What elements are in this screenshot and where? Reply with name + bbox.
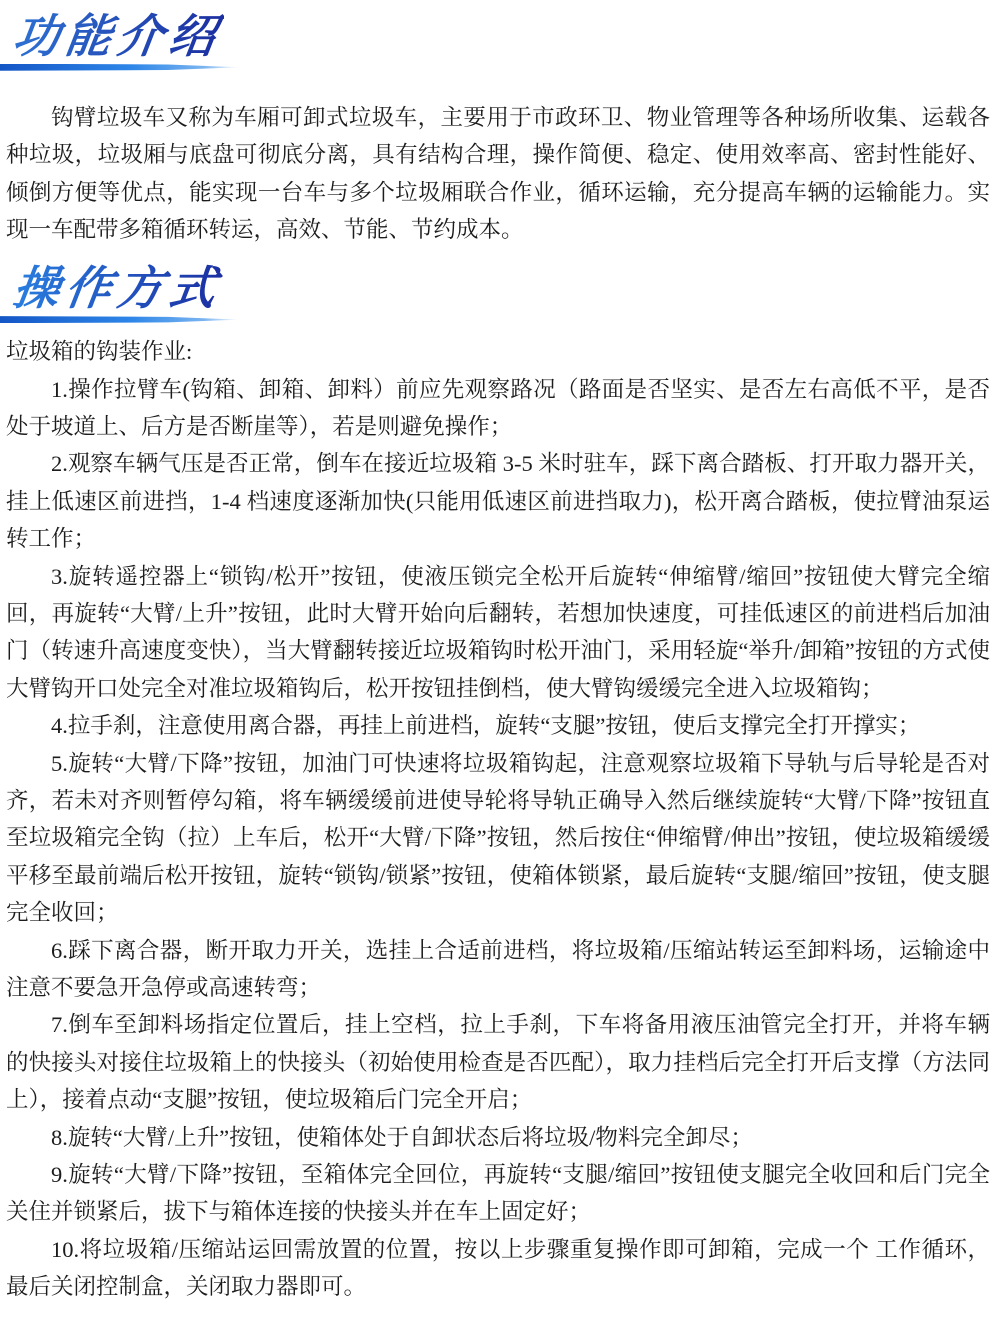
section-title-features: 功能介绍	[6, 12, 225, 61]
operation-step-4: 4.拉手刹，注意使用离合器，再挂上前进档，旋转“支腿”按钮，使后支撑完全打开撑实；	[51, 713, 921, 739]
operation-step-2: 2.观察车辆气压是否正常，倒车在接近垃圾箱 3-5 米时驻车，踩下离合踏板、打开取力器开关，挂上低速区前进挡，1-4 档速度逐渐加快(只能用低速区前进挡取力)，松开离合踏板，使拉臂油泵运转工作；	[6, 451, 990, 552]
operation-step-7: 7.倒车至卸料场指定位置后，挂上空档，拉上手刹，下车将备用液压油管完全打开，并将车辆的快接头对接住垃圾箱上的快接头（初始使用检查是否匹配），取力挂档后完全打开后支撑（方法同上），接着点动“支腿”按钮，使垃圾箱后门完全开启；	[6, 1012, 990, 1113]
operation-step-5: 5.旋转“大臂/下降”按钮，加油门可快速将垃圾箱钩起，注意观察垃圾箱下导轨与后导轮是否对齐，若未对齐则暂停勾箱，将车辆缓缓前进使导轮将导轨正确导入然后继续旋转“大臂/下降”按钮直至垃圾箱完全钩（拉）上车后，松开“大臂/下降”按钮，然后按住“伸缩臂/伸出”按钮，使垃圾箱缓缓平移至最前端后松开按钮，旋转“锁钩/锁紧”按钮，使箱体锁紧，最后旋转“支腿/缩回”按钮，使支腿完全收回；	[6, 750, 990, 926]
section-features	[6, 0, 990, 248]
operation-step-8: 8.旋转“大臂/上升”按钮，使箱体处于自卸状态后将垃圾/物料完全卸尽；	[51, 1124, 753, 1150]
operation-step-10: 10.将垃圾箱/压缩站运回需放置的位置，按以上步骤重复操作即可卸箱，完成一个 工作循环，最后关闭控制盒，关闭取力器即可。	[6, 1236, 990, 1300]
operation-step-9: 9.旋转“大臂/下降”按钮，至箱体完全回位，再旋转“支腿/缩回”按钮使支腿完全收回和后门完全关住并锁紧后，拔下与箱体连接的快接头并在车上固定好；	[6, 1162, 990, 1225]
title-underline-bar	[0, 64, 240, 71]
operation-step-3: 3.旋转遥控器上“锁钩/松开”按钮，使液压锁完全松开后旋转“伸缩臂/缩回”按钮使大臂完全缩回，再旋转“大臂/上升”按钮，此时大臂开始向后翻转，若想加快速度，可挂低速区的前进档后加油门（转速升高速度变快），当大臂翻转接近垃圾箱钩时松开油门，采用轻旋“举升/卸箱”按钮的方式使大臂钩开口处完全对准垃圾箱钩后，松开按钮挂倒档，使大臂钩缓缓完全进入垃圾箱钩；	[6, 563, 990, 701]
operation-intro-line: 垃圾箱的钩装作业:	[6, 339, 193, 365]
features-paragraph: 钩臂垃圾车又称为车厢可卸式垃圾车，主要用于市政环卫、物业管理等各种场所收集、运载各种垃圾，垃圾厢与底盘可彻底分离，具有结构合理，操作简便、稳定、使用效率高、密封性能好、倾倒方便等优点，能实现一台车与多个垃圾厢联合作业，循环运输，充分提高车辆的运输能力。实现一车配带多箱循环转运，高效、节能、节约成本。	[6, 104, 990, 242]
title-underline-bar	[0, 316, 240, 323]
section-operation	[6, 248, 990, 1305]
operation-step-1: 1.操作拉臂车(钩箱、卸箱、卸料）前应先观察路况（路面是否坚实、是否左右高低不平，是否处于坡道上、后方是否断崖等），若是则避免操作；	[6, 376, 990, 439]
section-title-operation: 操作方式	[6, 264, 225, 313]
operation-step-6: 6.踩下离合器，断开取力开关，选挂上合适前进档，将垃圾箱/压缩站转运至卸料场，运输途中注意不要急开急停或高速转弯；	[6, 937, 990, 1001]
